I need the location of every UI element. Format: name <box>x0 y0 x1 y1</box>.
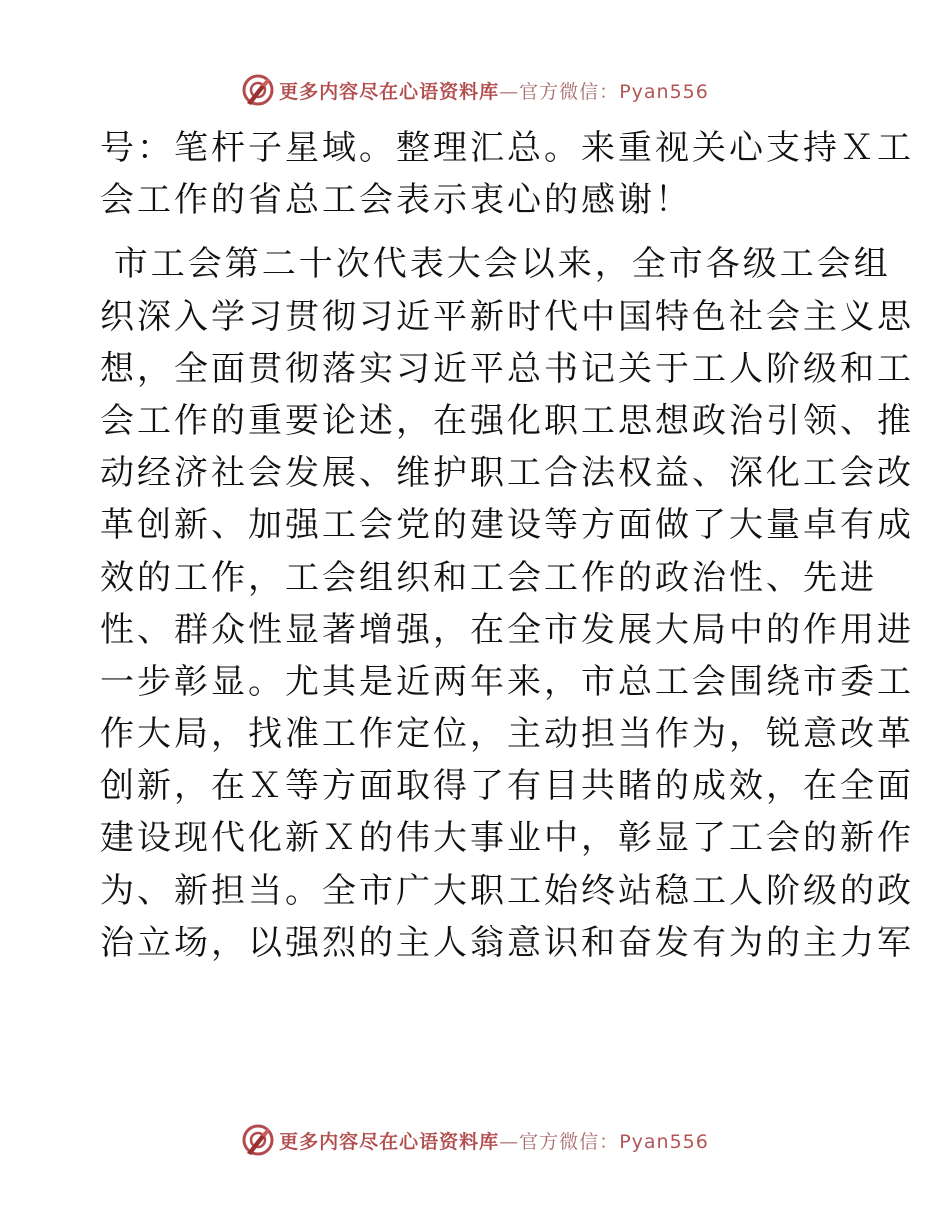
brand-logo-icon <box>241 73 275 107</box>
text-line: 效的工作，工会组织和工会工作的政治性、先进 <box>100 557 877 598</box>
brand-logo-icon <box>241 1123 275 1157</box>
text-line: 治立场，以强烈的主人翁意识和奋发有为的主力军 <box>100 922 914 963</box>
banner-separator: — <box>499 1130 520 1153</box>
paragraph-1 <box>100 122 914 226</box>
text-line: 动经济社会发展、维护职工合法权益、深化工会改 <box>100 453 914 494</box>
text-line: 一步彰显。尤其是近两年来，市总工会围绕市委工 <box>100 661 914 702</box>
text-line: 创新，在Ｘ等方面取得了有目共睹的成效，在全面 <box>100 766 914 807</box>
text-line: 建设现代化新Ｘ的伟大事业中，彰显了工会的新作 <box>100 818 914 859</box>
text-line: 作大局，找准工作定位，主动担当作为，锐意改革 <box>100 714 914 755</box>
brand-text: 更多内容尽在心语资料库 <box>279 1130 500 1153</box>
banner-separator: — <box>499 80 520 103</box>
text-line: 为、新担当。全市广大职工始终站稳工人阶级的政 <box>100 870 914 911</box>
wechat-label: 官方微信： <box>519 80 620 103</box>
header-banner-text <box>279 77 709 104</box>
text-line: 织深入学习贯彻习近平新时代中国特色社会主义思 <box>100 296 914 337</box>
text-line: 会工作的重要论述，在强化职工思想政治引领、推 <box>100 400 914 441</box>
wechat-id: Pyan556 <box>619 80 709 103</box>
header-banner <box>0 70 950 110</box>
brand-text: 更多内容尽在心语资料库 <box>279 80 500 103</box>
document-body <box>100 122 914 969</box>
text-line: 号：笔杆子星域。整理汇总。来重视关心支持Ｘ工 <box>100 128 914 168</box>
text-line: 想，全面贯彻落实习近平总书记关于工人阶级和工 <box>100 348 914 389</box>
footer-banner <box>0 1120 950 1160</box>
paragraph-2 <box>100 238 914 969</box>
text-line: 市工会第二十次代表大会以来，全市各级工会组 <box>100 244 891 285</box>
wechat-id: Pyan556 <box>619 1130 709 1153</box>
text-line: 会工作的省总工会表示衷心的感谢！ <box>100 180 692 221</box>
text-line: 革创新、加强工会党的建设等方面做了大量卓有成 <box>100 505 914 546</box>
text-line: 性、群众性显著增强，在全市发展大局中的作用进 <box>100 609 914 650</box>
footer-banner-text <box>279 1127 709 1154</box>
wechat-label: 官方微信： <box>519 1130 620 1153</box>
